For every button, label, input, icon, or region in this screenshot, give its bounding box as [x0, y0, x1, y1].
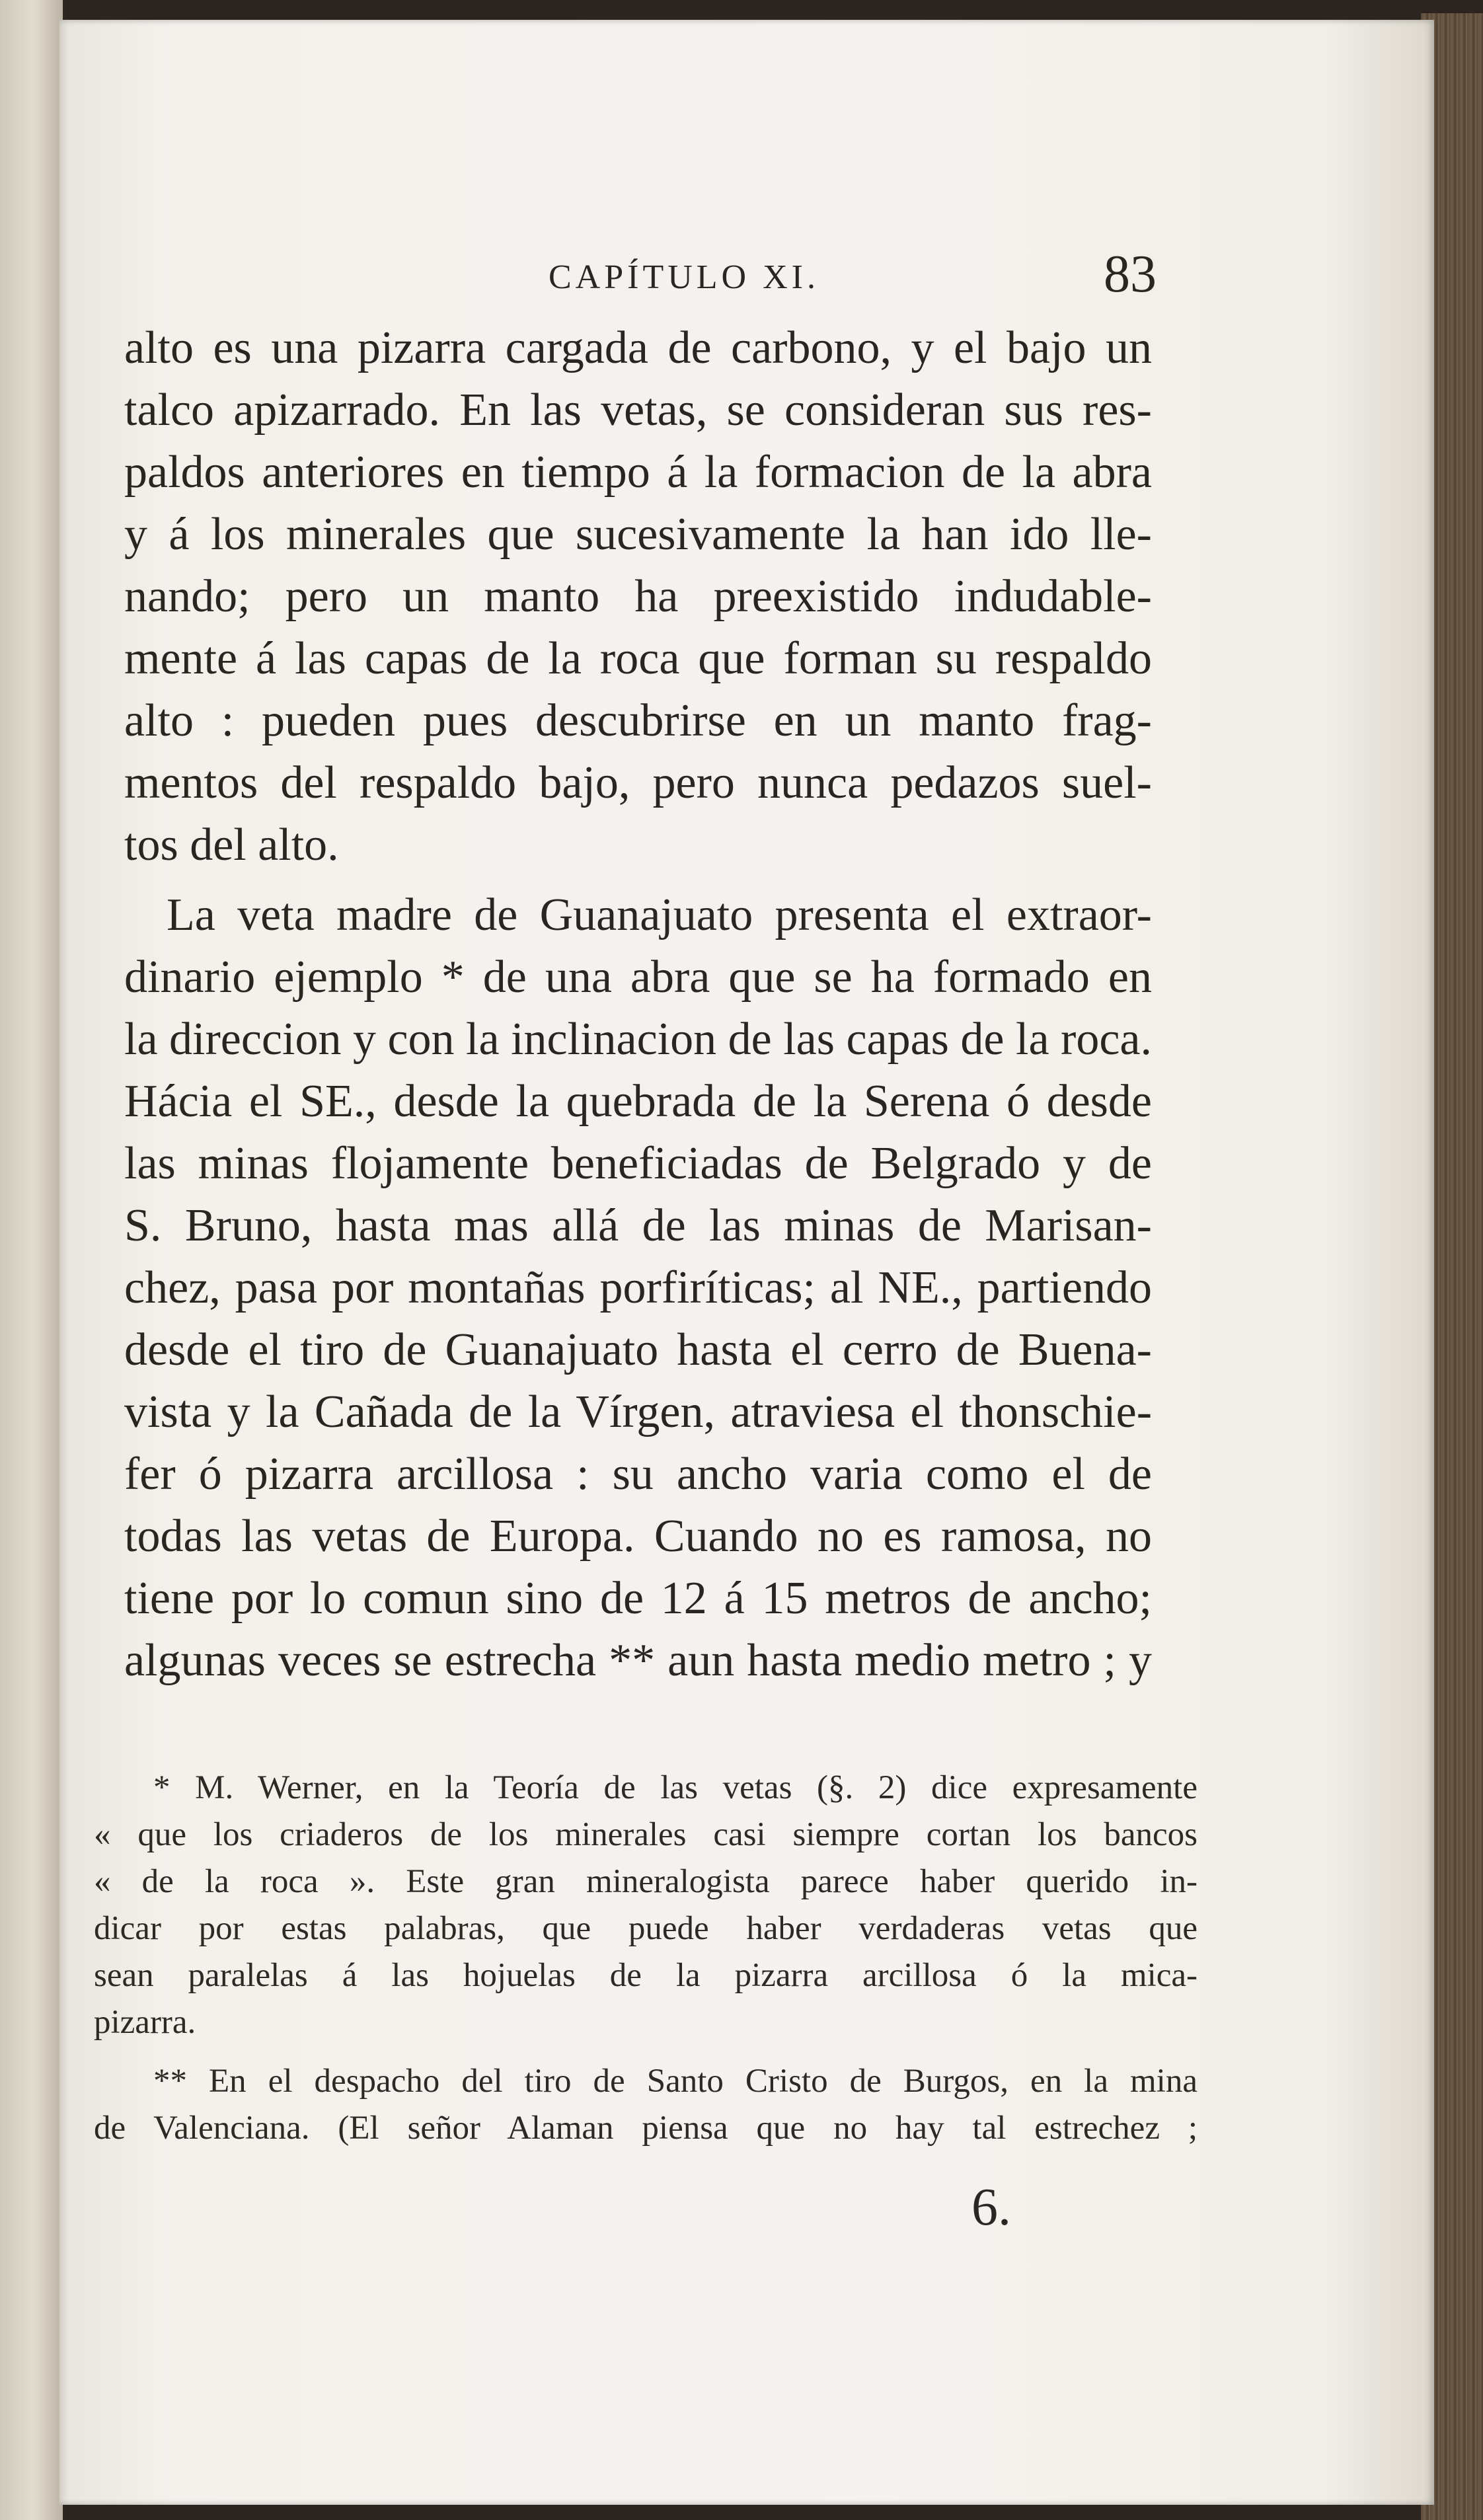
- text-line: la direccion y con la inclinacion de las capas de la roca.: [124, 1014, 1152, 1065]
- text-line: vista y la Cañada de la Vírgen, atraviesa el thonschie-: [124, 1387, 1152, 1437]
- text-line: fer ó pizarra arcillosa : su ancho varia como el de: [124, 1449, 1152, 1500]
- text-line: talco apizarrado. En las vetas, se consideran sus res-: [124, 385, 1152, 436]
- text-line: paldos anteriores en tiempo á la formacion de la abra: [124, 447, 1152, 498]
- footnote-line: dicar por estas palabras, que puede haber verdaderas vetas que: [94, 1910, 1198, 1947]
- text-line: chez, pasa por montañas porfiríticas; al NE., partiendo: [124, 1262, 1152, 1313]
- text-line: algunas veces se estrecha ** aun hasta medio metro ; y: [124, 1635, 1152, 1686]
- footnote-line: de Valenciana. (El señor Alaman piensa que no hay tal estrechez ;: [94, 2110, 1198, 2147]
- text-line: mentos del respaldo bajo, pero nunca pedazos suel-: [124, 757, 1152, 808]
- text-line: mente á las capas de la roca que forman su respaldo: [124, 633, 1152, 684]
- text-line: La veta madre de Guanajuato presenta el extraor-: [167, 890, 1152, 940]
- text-line: nando; pero un manto ha preexistido indudable-: [124, 571, 1152, 622]
- footnotes: [94, 1765, 1198, 2152]
- footnote-line: sean paralelas á las hojuelas de la pizarra arcillosa ó la mica-: [94, 1957, 1198, 1994]
- text-line: tiene por lo comun sino de 12 á 15 metros de ancho;: [124, 1573, 1152, 1624]
- text-line: alto es una pizarra cargada de carbono, y el bajo un: [124, 323, 1152, 373]
- main-text: [124, 317, 1152, 1692]
- footnote-line: * M. Werner, en la Teoría de las vetas (§. 2) dice expresamente: [153, 1769, 1198, 1806]
- text-line: todas las vetas de Europa. Cuando no es ramosa, no: [124, 1511, 1152, 1562]
- footnote-line: « de la roca ». Este gran mineralogista parece haber querido in-: [94, 1863, 1198, 1900]
- book-page: [59, 20, 1434, 2505]
- text-line: S. Bruno, hasta mas allá de las minas de Marisan-: [124, 1200, 1152, 1251]
- signature-mark: 6.: [971, 2178, 1011, 2236]
- previous-page-edge: [0, 0, 63, 2520]
- footnote-line: « que los criaderos de los minerales casi siempre cortan los bancos: [94, 1816, 1198, 1853]
- footnote-gap: [94, 2046, 1198, 2058]
- footnote-line: pizarra.: [94, 2004, 196, 2041]
- footnote-line: ** En el despacho del tiro de Santo Cristo de Burgos, en la mina: [153, 2063, 1198, 2100]
- page-header: [59, 245, 1434, 324]
- text-line: dinario ejemplo * de una abra que se ha formado en: [124, 952, 1152, 1003]
- text-line: Hácia el SE., desde la quebrada de la Serena ó desde: [124, 1076, 1152, 1127]
- running-title: CAPÍTULO XI.: [549, 258, 819, 296]
- text-line: las minas flojamente beneficiadas de Belgrado y de: [124, 1138, 1152, 1189]
- paragraph-gap: [124, 876, 1152, 884]
- text-line: desde el tiro de Guanajuato hasta el cerro de Buena-: [124, 1324, 1152, 1375]
- page-number: 83: [1104, 245, 1157, 303]
- text-line: tos del alto.: [124, 820, 339, 870]
- text-line: y á los minerales que sucesivamente la han ido lle-: [124, 509, 1152, 560]
- text-line: alto : pueden pues descubrirse en un manto frag-: [124, 695, 1152, 746]
